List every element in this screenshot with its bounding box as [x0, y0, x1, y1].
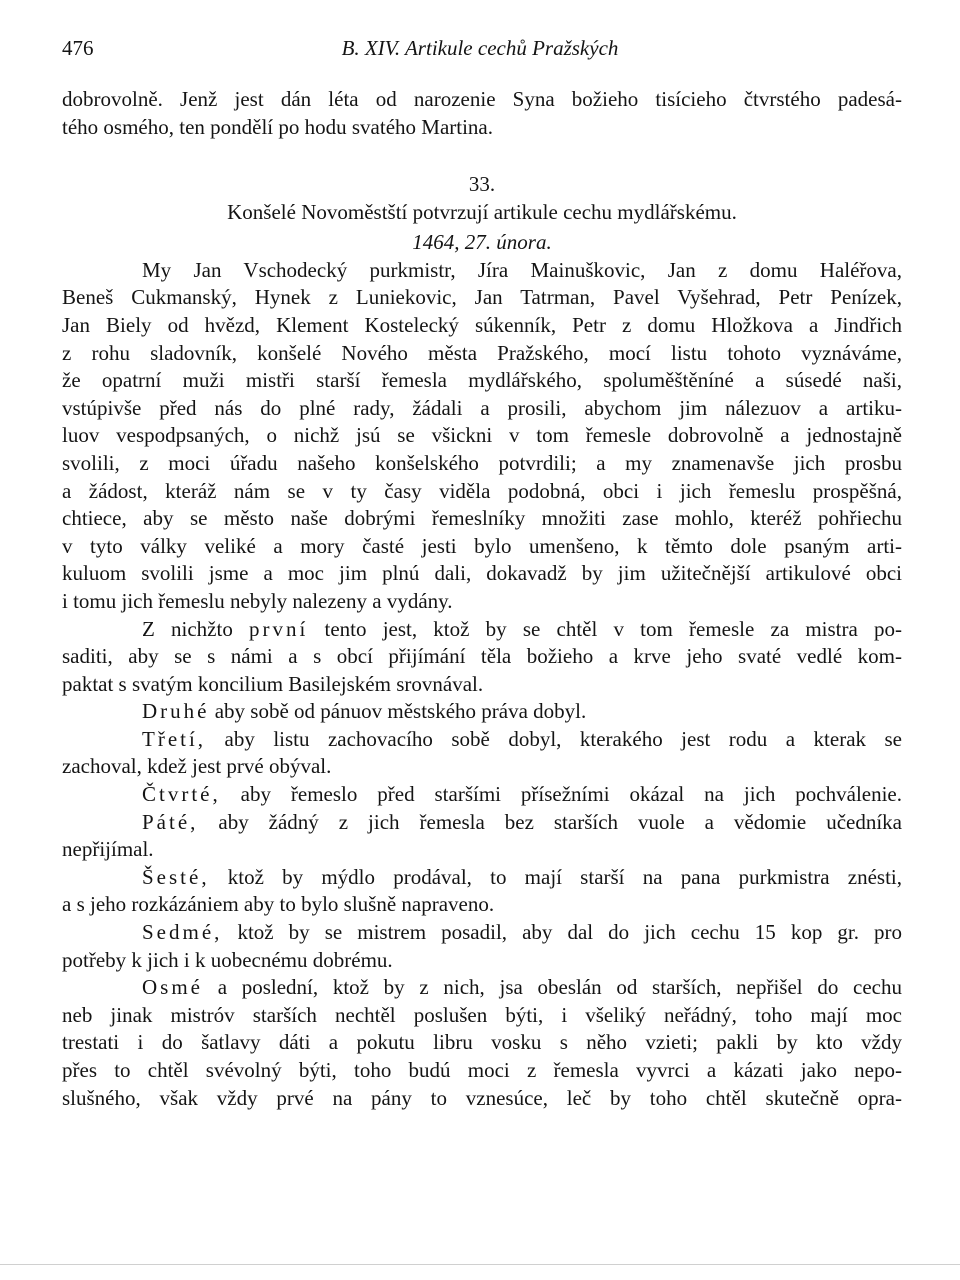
preamble-line: svolili, z moci úřadu našeho konšelského potvrdili; a my znamenavše jich prosbu: [62, 450, 902, 475]
intro-line: tého osmého, ten pondělí po hodu svatého Martina.: [62, 114, 494, 139]
article-ordinal: Druhé: [142, 699, 210, 724]
article-8-line: trestati i do šatlavy dáti a pokutu libru vosku s něho vzieti; pakli by kto vždy: [62, 1030, 902, 1055]
preamble-line: My Jan Vschodecký purkmistr, Jíra Mainuškovic, Jan z domu Haléřova,: [142, 257, 902, 282]
page-bottom-divider: [0, 1264, 960, 1265]
article-8-line: [62, 974, 902, 1002]
preamble-line: Beneš Cukmanský, Hynek z Luniekovic, Jan Tatrman, Pavel Vyšehrad, Petr Penízek,: [62, 285, 902, 310]
preamble-line: z rohu sladovník, konšelé Nového města Pražského, mocí listu tohoto vyznáváme,: [62, 340, 902, 365]
article-7-line: potřeby k jich i k uobecnému dobrému.: [62, 947, 393, 972]
preamble-line: že opatrní muži mistři starší řemesla mydlářského, spoluměštěníné a súsedé naši,: [62, 368, 902, 393]
page-header: [62, 36, 898, 70]
page-number: 476: [62, 36, 94, 60]
document-date: 1464, 27. února.: [412, 229, 552, 254]
article-2-line: [62, 698, 902, 726]
preamble-line: chtiece, aby se město naše dobrými řemeslníky množiti zase mohlo, kteréž pohřiechu: [62, 506, 902, 531]
article-text: aby listu zachovacího sobě dobyl, kterakého jest rodu a kterak se: [206, 726, 902, 751]
article-text: Z nichžto: [142, 616, 233, 641]
article-3-line: zachoval, kdež jest prvé obýval.: [62, 754, 332, 779]
preamble-line: kuluom svolili jsme a moc jim plnú dali, dokavadž by jim užitečnější artikulové obci: [62, 561, 902, 586]
preamble-line: v tyto války veliké a mory časté jesti bylo umenšeno, k těmto dole psaným arti-: [62, 533, 902, 558]
article-4-line: [62, 781, 902, 809]
article-text: aby žádný z jich řemesla bez starších vuole a vědomie učedníka: [198, 809, 902, 834]
preamble-line: a žádost, kteráž nám se v ty časy viděla podobná, obci i jich řemeslu prospěšná,: [62, 478, 902, 503]
article-8-line: neb jinak mistróv starších nechtěl poslušen býti, i všeliký neřádný, toho mají moc: [62, 1002, 902, 1027]
article-text: a poslední, ktož by z nich, jsa obeslán od starších, nepřišel do cechu: [203, 975, 902, 1000]
article-1-line: paktat s svatým koncilium Basilejském srovnával.: [62, 671, 484, 696]
article-ordinal: Sedmé,: [142, 920, 223, 945]
running-head: B. XIV. Artikule cechů Pražských: [341, 36, 619, 60]
article-ordinal: první: [249, 616, 309, 641]
article-ordinal: Čtvrté,: [142, 782, 221, 807]
article-7-line: [62, 919, 902, 947]
article-5-line: [62, 809, 902, 837]
article-text: ktož by se mistrem posadil, aby dal do jich cechu 15 kop gr. pro: [222, 920, 902, 945]
preamble-line: luov vespodpsaných, o nichž jsú se všickni v tom řemesle dobrovolně a jednostajně: [62, 423, 902, 448]
intro-line: dobrovolně. Jenž jest dán léta od narozenie Syna božieho tisícieho čtvrstého padesá-: [62, 87, 902, 111]
article-ordinal: Osmé: [142, 975, 203, 1000]
article-3-line: [62, 726, 902, 754]
preamble-line: Jan Biely od hvězd, Klement Kostelecký súkenník, Petr z domu Hložkova a Jindřich: [62, 312, 902, 337]
article-8-line: přes to chtěl svévolný býti, toho budú moci z řemesla vyvrci a kázati jako nepo-: [62, 1058, 902, 1082]
article-text: aby sobě od pánuov městského práva dobyl.: [209, 699, 587, 724]
article-text: tento jest, ktož by se chtěl v tom řemesle za mistra po-: [324, 616, 903, 641]
article-text: aby řemeslo před staršími přísežními okázal na jich pochválenie.: [220, 782, 902, 807]
article-1-line: saditi, aby se s námi a s obcí přijímání těla božieho a krve jeho svaté vedlé kom-: [62, 644, 902, 669]
article-text: ktož by mýdlo prodával, to mají starší na pana purkmistra znésti,: [209, 864, 902, 889]
text-block: [62, 86, 902, 1112]
preamble-line: vstúpivše před nás do plné rady, žádali a prosili, abychom jim nálezuov a artiku-: [62, 395, 902, 420]
document-number: 33.: [468, 172, 496, 197]
article-8-line: slušného, však vždy prvé na pány to vznesúce, leč by toho chtěl skutečně opra-: [62, 1085, 902, 1110]
article-ordinal: Třetí,: [142, 726, 207, 751]
article-6-line: [62, 864, 902, 892]
article-ordinal: Šesté,: [142, 864, 210, 889]
preamble-line: i tomu jich řemeslu nebyly nalezeny a vydány.: [62, 588, 453, 613]
article-6-line: a s jeho rozkázániem aby to bylo slušně napraveno.: [62, 892, 495, 917]
article-1-line: [62, 616, 902, 644]
article-5-line: nepřijímal.: [62, 837, 154, 862]
document-title: Konšelé Novoměstští potvrzují artikule cechu mydlářskému.: [227, 200, 737, 225]
article-ordinal: Páté,: [142, 809, 199, 834]
